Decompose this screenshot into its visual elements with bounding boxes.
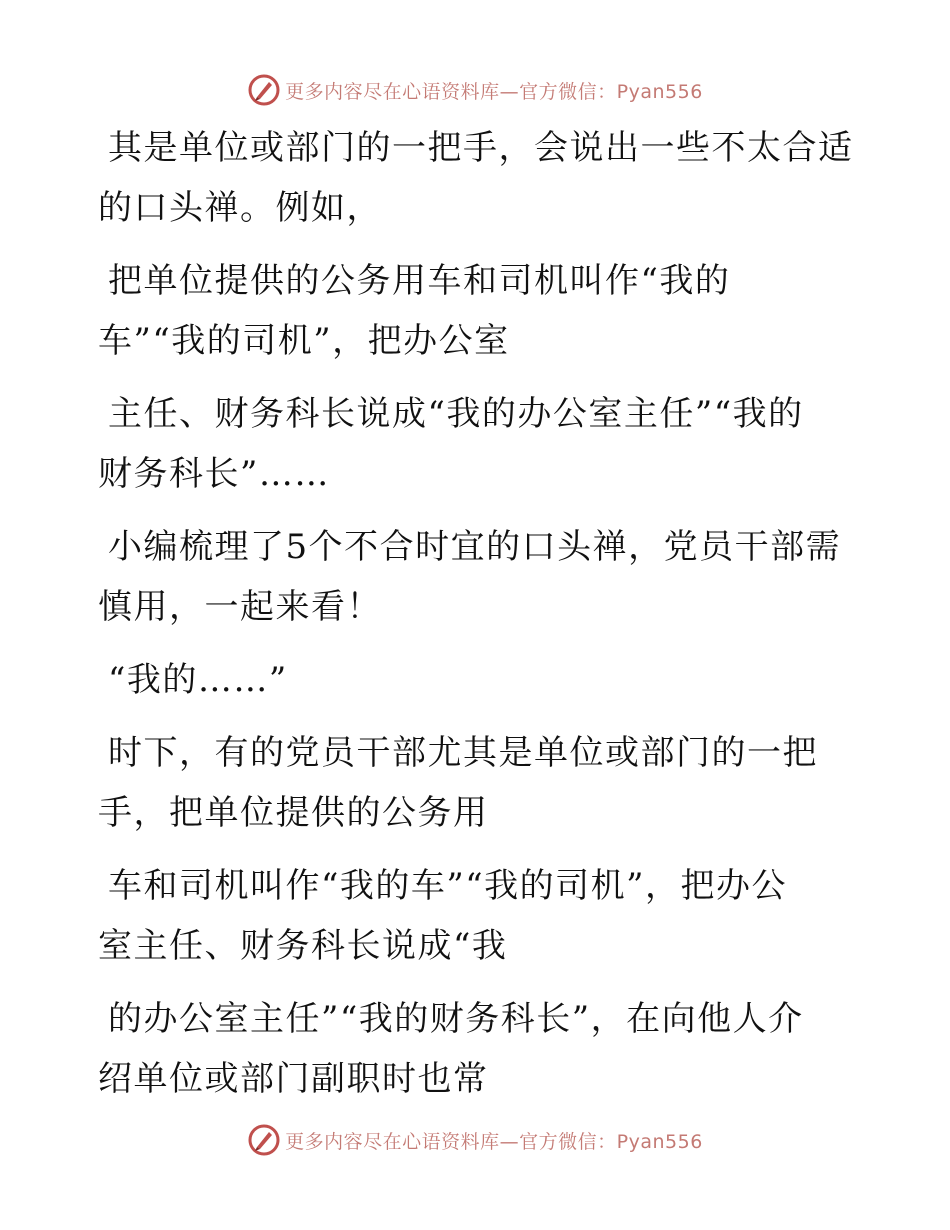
text-line: 室主任、财务科长说成“我 [98, 926, 508, 966]
text-line: 慎用，一起来看！ [98, 587, 382, 627]
paragraph [98, 384, 838, 504]
text-line: 车和司机叫作“我的车”“我的司机”，把办公 [108, 866, 788, 906]
pen-logo-icon [247, 73, 281, 107]
paragraph [98, 517, 842, 637]
paragraph [98, 251, 838, 371]
text-line: 财务科长”…… [98, 454, 330, 494]
text-line: 时下，有的党员干部尤其是单位或部门的一把 [108, 733, 818, 773]
document-body [98, 118, 854, 1122]
watermark-text: 更多内容尽在心语资料库—官方微信：Pyan556 [285, 80, 703, 103]
section-heading [98, 650, 838, 710]
text-line: 把单位提供的公务用车和司机叫作“我的 [108, 261, 731, 301]
paragraph [98, 723, 838, 843]
text-line: 主任、财务科长说成“我的办公室主任”“我的 [108, 394, 804, 434]
text-line: 车”“我的司机”，把办公室 [98, 321, 510, 361]
paragraph [98, 118, 854, 238]
text-line: 绍单位或部门副职时也常 [98, 1059, 489, 1099]
text-line: 的口头禅。例如， [98, 188, 382, 228]
pen-logo-icon [247, 1123, 281, 1157]
text-line: “我的……” [108, 660, 288, 700]
text-line: 其是单位或部门的一把手，会说出一些不太合适 [108, 128, 854, 168]
footer-watermark-banner [0, 1120, 950, 1160]
text-line: 小编梳理了5个不合时宜的口头禅，党员干部需 [108, 527, 842, 567]
text-line: 的办公室主任”“我的财务科长”，在向他人介 [108, 999, 804, 1039]
paragraph [98, 856, 838, 976]
paragraph [98, 989, 838, 1109]
header-watermark-banner [0, 70, 950, 110]
watermark-text: 更多内容尽在心语资料库—官方微信：Pyan556 [285, 1130, 703, 1153]
text-line: 手，把单位提供的公务用 [98, 793, 489, 833]
